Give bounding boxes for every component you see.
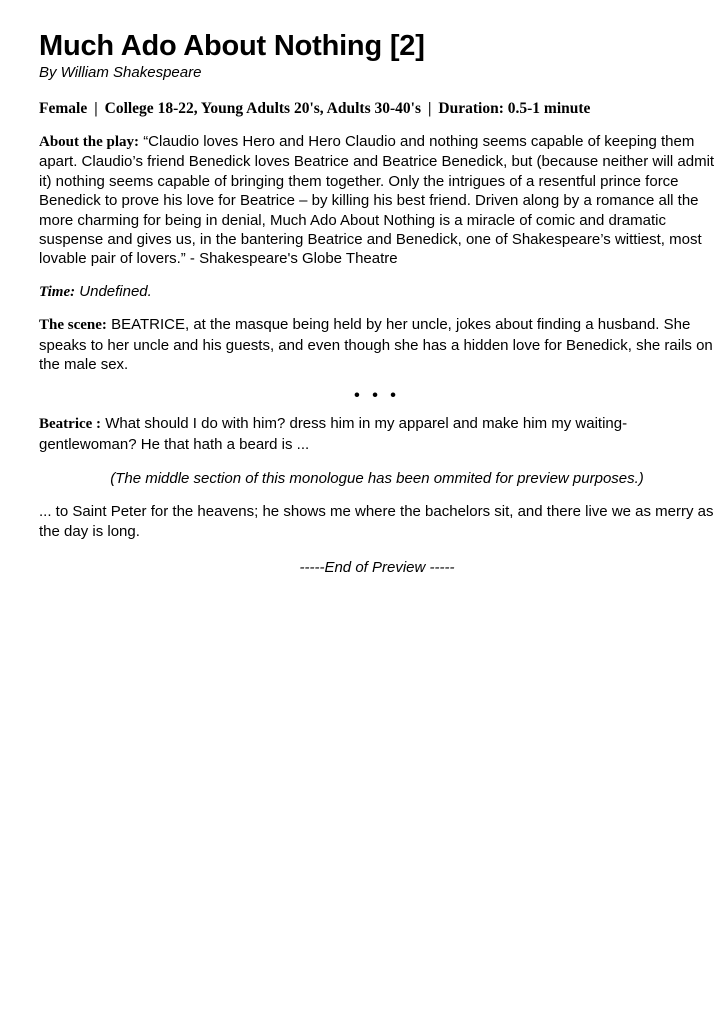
document-page [39, 28, 715, 577]
meta-separator: | [428, 100, 432, 117]
scene-label: The scene: [39, 317, 107, 334]
end-of-preview: -----End of Preview ----- [299, 559, 455, 577]
monologue-opening-text: What should I do with him? dress him in my apparel and make him my waiting-gentlewoman? He that hath a beard is ... [39, 415, 628, 453]
meta-gender: Female [39, 100, 88, 117]
meta-duration: Duration: 0.5-1 minute [438, 100, 591, 117]
omitted-section-note: (The middle section of this monologue has been ommited for preview purposes.) [110, 470, 644, 488]
scene-text: BEATRICE, at the masque being held by her uncle, jokes about finding a husband. She speaks to her uncle and his guests, and even though she has a hidden love for Benedick, she rails on the male sex. [39, 316, 713, 374]
time-section [39, 282, 715, 302]
section-divider: • • • [354, 387, 400, 405]
monologue-closing: ... to Saint Peter for the heavens; he shows me where the bachelors sit, and there live we as merry as the day is long. [39, 503, 714, 540]
about-section [39, 132, 715, 269]
scene-section [39, 315, 715, 374]
about-text: “Claudio loves Hero and Hero Claudio and nothing seems capable of keeping them apart. Claudio’s friend Benedick loves Beatrice and Beatrice Benedick, but (because neither will admit it) nothing seems capable of bringing them together. Only the intrigues of a resentful prince force Benedick to prove his love for Beatrice – by killing his best friend. Driven along by a romance all the more charming for being in denial, Much Ado About Nothing is a miracle of comic and dramatic suspense and gives us, in the bantering Beatrice and Benedick, one of Shakespeare’s wittiest, most lovable pair of lovers.” - Shakespeare's Globe Theatre [39, 133, 715, 268]
monologue-meta [39, 99, 715, 119]
speaker-label: Beatrice : [39, 416, 102, 433]
meta-separator: | [94, 100, 98, 117]
time-text: Undefined. [79, 282, 152, 300]
time-label: Time: [39, 283, 76, 300]
monologue-opening [39, 414, 715, 454]
about-label: About the play: [39, 134, 140, 150]
meta-ages: College 18-22, Young Adults 20's, Adults 30-40's [104, 100, 421, 117]
document-title: Much Ado About Nothing [2] [39, 30, 425, 62]
document-author: By William Shakespeare [39, 64, 202, 81]
